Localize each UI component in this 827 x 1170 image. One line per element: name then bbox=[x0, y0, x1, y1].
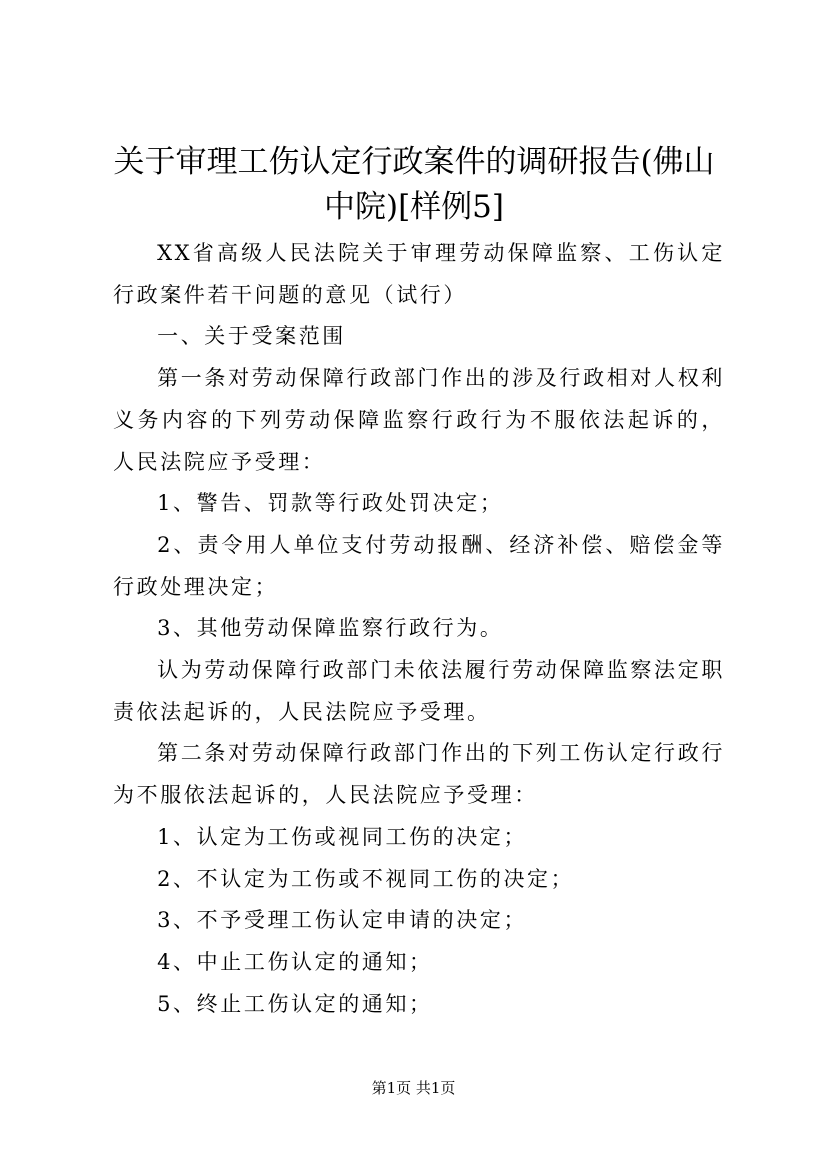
paragraph: 第二条对劳动保障行政部门作出的下列工伤认定行政行为不服依法起诉的，人民法院应予受理： bbox=[113, 741, 725, 808]
paragraph: 第一条对劳动保障行政部门作出的涉及行政相对人权利义务内容的下列劳动保障监察行政行为不服依法起诉的，人民法院应予受理： bbox=[113, 366, 725, 474]
paragraph: 1、警告、罚款等行政处罚决定； bbox=[157, 491, 504, 516]
paragraph: 5、终止工伤认定的通知； bbox=[157, 991, 433, 1016]
document-body bbox=[113, 233, 725, 1025]
document-title: 关于审理工伤认定行政案件的调研报告(佛山中院)[样例5] bbox=[113, 144, 715, 225]
paragraph: 1、认定为工伤或视同工伤的决定； bbox=[157, 824, 528, 849]
paragraph: 3、其他劳动保障监察行政行为。 bbox=[157, 616, 504, 641]
paragraph: 一、关于受案范围 bbox=[157, 324, 346, 349]
paragraph: 2、责令用人单位支付劳动报酬、经济补偿、赔偿金等行政处理决定； bbox=[113, 532, 725, 599]
paragraph: 3、不予受理工伤认定申请的决定； bbox=[157, 908, 528, 933]
page-footer: 第1页 共1页 bbox=[371, 1079, 456, 1097]
paragraph: XX省高级人民法院关于审理劳动保障监察、工伤认定行政案件若干问题的意见（试行） bbox=[113, 241, 725, 307]
paragraph: 2、不认定为工伤或不视同工伤的决定； bbox=[157, 866, 575, 891]
paragraph: 4、中止工伤认定的通知； bbox=[157, 949, 433, 974]
paragraph: 认为劳动保障行政部门未依法履行劳动保障监察法定职责依法起诉的，人民法院应予受理。 bbox=[113, 658, 725, 724]
